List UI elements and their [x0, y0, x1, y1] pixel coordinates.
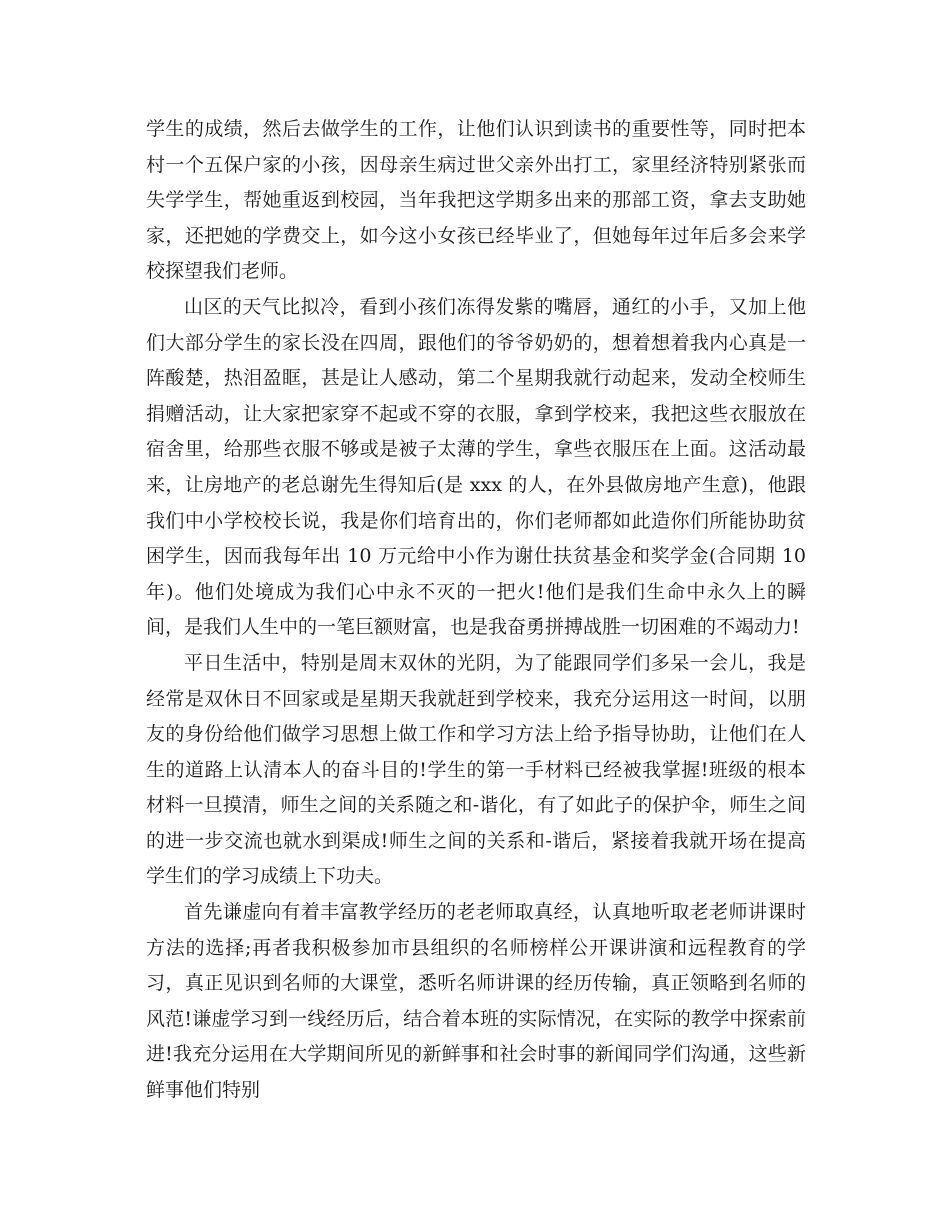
paragraph-3: 平日生活中，特别是周末双休的光阴，为了能跟同学们多呆一会儿，我是经常是双休日不回家或是星期天我就赶到学校来，我充分运用这一时间，以朋友的身份给他们做学习思想上做工作和学习方法上给予指导协助，让他们在人生的道路上认清本人的奋斗目的!学生的第一手材料已经被我掌握!班级的根本材料一旦摸清，师生之间的关系随之和-谐化，有了如此子的保护伞，师生之间的进一步交流也就水到渠成!师生之间的关系和-谐后，紧接着我就开场在提高学生们的学习成绩上下功夫。 — [146, 651, 806, 888]
paragraph-1: 学生的成绩，然后去做学生的工作，让他们认识到读书的重要性等，同时把本村一个五保户家的小孩，因母亲生病过世父亲外出打工，家里经济特别紧张而失学学生，帮她重返到校园，当年我把这学期多出来的那部工资，拿去支助她家，还把她的学费交上，如今这小女孩已经毕业了，但她每年过年后多会来学校探望我们老师。 — [146, 118, 806, 283]
paragraph-4: 首先谦虚向有着丰富教学经历的老老师取真经，认真地听取老老师讲课时方法的选择;再者我积极参加市县组织的名师榜样公开课讲演和远程教育的学习，真正见识到名师的大课堂，悉听名师讲课的经历传输，真正领略到名师的风范!谦虚学习到一线经历后，结合着本班的实际情况，在实际的教学中探索前进!我充分运用在大学期间所见的新鲜事和社会时事的新闻同学们沟通，这些新鲜事他们特别 — [146, 901, 806, 1102]
body-text — [146, 112, 806, 1109]
paragraph-2: 山区的天气比拟冷，看到小孩们冻得发紫的嘴唇，通红的小手，又加上他们大部分学生的家长没在四周，跟他们的爷爷奶奶的，想着想着我内心真是一阵酸楚，热泪盈眶，甚是让人感动，第二个星期我就行动起来，发动全校师生捐赠活动，让大家把家穿不起或不穿的衣服，拿到学校来，我把这些衣服放在宿舍里，给那些衣服不够或是被子太薄的学生，拿些衣服压在上面。这活动最来，让房地产的老总谢先生得知后(是 xxx 的人，在外县做房地产生意)，他跟我们中小学校校长说，我是你们培育出的，你们老师都如此造你们所能协助贫困学生，因而我每年出 10 万元给中小作为谢仕扶贫基金和奖学金(合同期 10 年)。他们处境成为我们心中永不灭的一把火!他们是我们生命中永久上的瞬间，是我们人生中的一笔巨额财富，也是我奋勇拼搏战胜一切困难的不竭动力! — [146, 295, 806, 639]
